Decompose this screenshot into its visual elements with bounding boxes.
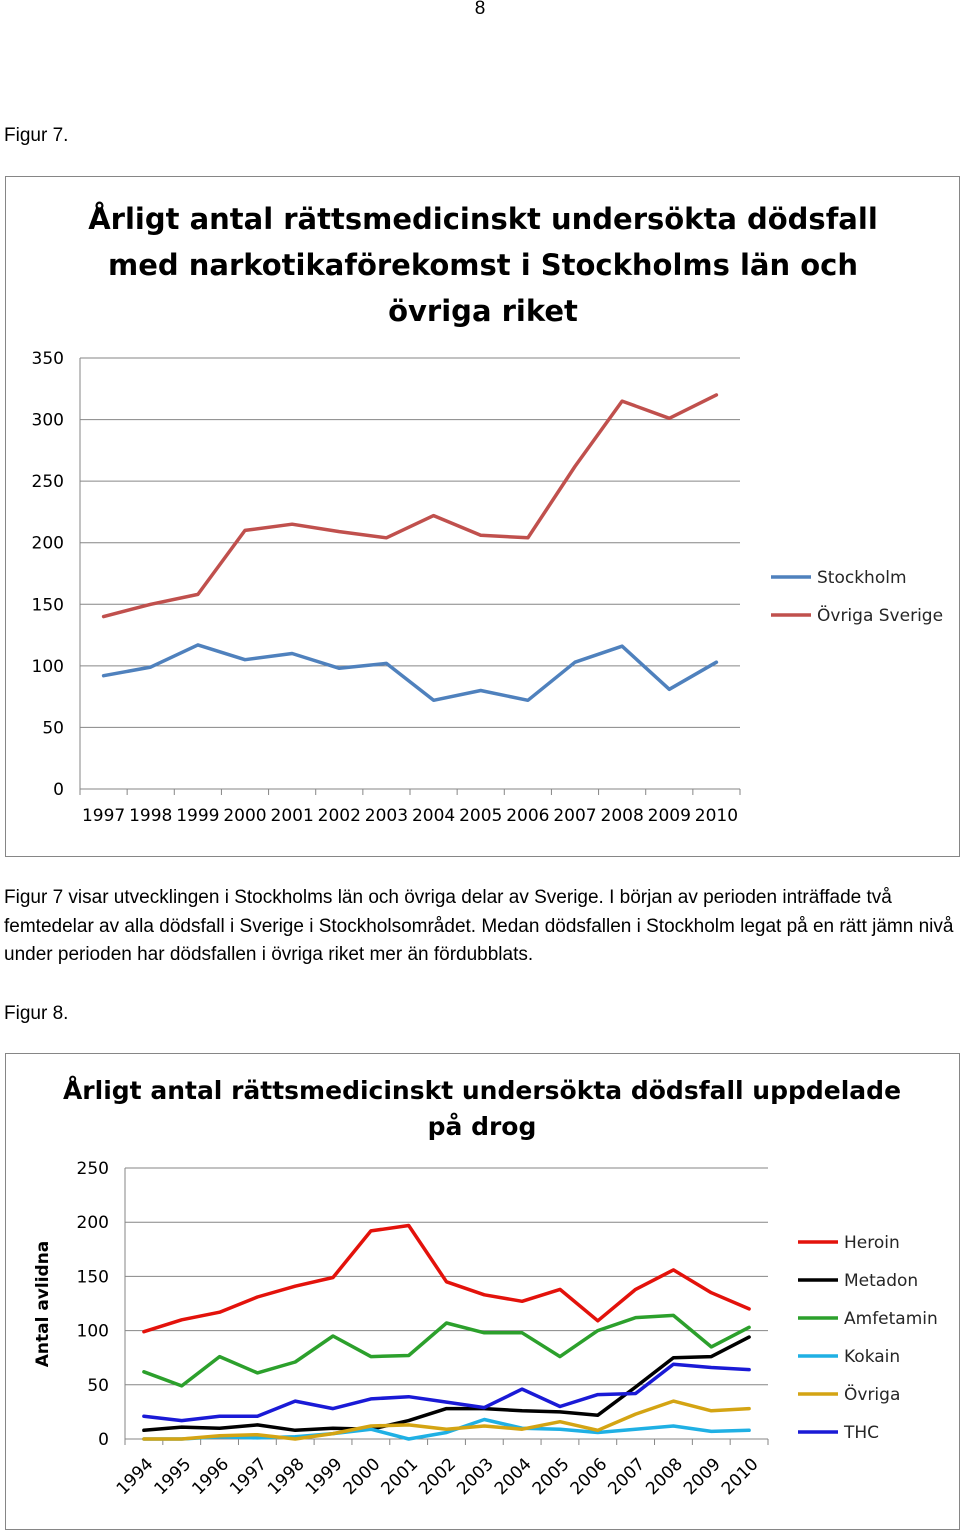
x-tick-label: 2001 [377, 1454, 423, 1500]
y-tick-label: 150 [76, 1267, 109, 1288]
y-axis-label: Antal avlidna [33, 1240, 53, 1368]
x-tick-label: 2008 [600, 806, 644, 826]
y-tick-label: 250 [31, 472, 64, 493]
y-tick-label: 300 [31, 410, 64, 431]
chart-title-line: övriga riket [388, 294, 578, 328]
x-tick-label: 2006 [506, 806, 550, 826]
x-tick-label: 2009 [647, 806, 691, 826]
x-tick-label: 1998 [264, 1454, 309, 1500]
x-tick-label: 2004 [411, 806, 456, 826]
chart-title-line: på drog [427, 1112, 537, 1141]
x-tick-label: 2009 [680, 1454, 725, 1500]
x-tick-label: 1996 [188, 1454, 234, 1500]
series-line-övriga sverige [104, 395, 717, 617]
legend-label: Stockholm [817, 568, 907, 588]
legend-label: THC [844, 1423, 880, 1443]
y-tick-label: 50 [87, 1375, 109, 1396]
y-tick-label: 150 [31, 595, 64, 616]
legend-label: Kokain [844, 1347, 901, 1367]
series-line-stockholm [104, 645, 717, 700]
x-tick-label: 2010 [694, 806, 739, 826]
y-tick-label: 250 [76, 1159, 109, 1179]
x-tick-label: 2007 [553, 806, 597, 826]
x-tick-label: 2007 [604, 1454, 650, 1500]
x-tick-label: 1997 [81, 806, 126, 826]
x-tick-label: 1995 [150, 1454, 196, 1500]
y-tick-label: 100 [76, 1321, 109, 1342]
x-tick-label: 2002 [415, 1454, 461, 1500]
legend-label: Heroin [844, 1233, 900, 1253]
figure-7-chart [5, 176, 960, 857]
x-tick-label: 2000 [223, 806, 267, 826]
y-tick-label: 50 [42, 718, 64, 739]
x-tick-label: 2005 [528, 1454, 574, 1500]
x-tick-label: 2010 [717, 1454, 763, 1500]
figure-8-svg [6, 1054, 960, 1531]
x-tick-label: 1998 [129, 806, 173, 826]
y-tick-label: 350 [31, 349, 64, 369]
legend-label: Övriga Sverige [817, 606, 944, 626]
y-tick-label: 100 [31, 656, 64, 677]
chart-title-line: med narkotikaförekomst i Stockholms län och [107, 248, 859, 282]
figure-8-label: Figur 8. [4, 1003, 69, 1024]
x-tick-label: 2003 [364, 806, 409, 826]
y-tick-label: 0 [53, 780, 64, 800]
chart-title-line: Årligt antal rättsmedicinskt undersökta dödsfall uppdelade [62, 1076, 902, 1105]
figure-7-svg [6, 177, 960, 858]
y-tick-label: 0 [98, 1430, 109, 1450]
x-tick-label: 1994 [112, 1454, 158, 1500]
x-tick-label: 2004 [490, 1454, 536, 1500]
figure-7-label: Figur 7. [4, 125, 69, 146]
series-line-thc [144, 1364, 749, 1420]
legend-label: Metadon [844, 1271, 919, 1291]
x-tick-label: 1999 [176, 806, 220, 826]
chart-title-line: Årligt antal rättsmedicinskt undersökta dödsfall [88, 202, 878, 236]
x-tick-label: 2001 [270, 806, 314, 826]
x-tick-label: 2002 [317, 806, 361, 826]
legend-label: Övriga [844, 1385, 901, 1405]
x-tick-label: 1999 [301, 1454, 347, 1500]
x-tick-label: 2003 [453, 1454, 498, 1500]
x-tick-label: 2006 [566, 1454, 612, 1500]
x-tick-label: 2005 [459, 806, 503, 826]
x-tick-label: 2008 [642, 1454, 687, 1500]
body-paragraph: Figur 7 visar utvecklingen i Stockholms län och övriga delar av Sverige. I början av perioden inträffade två femtedelar av alla dödsfall i Sverige i Stockholsområdet. Medan dödsfallen i Stockholm legat på en rätt jämn nivå under perioden har dödsfallen i övriga riket mer än fördubblats. [4, 887, 954, 965]
y-tick-label: 200 [76, 1213, 109, 1234]
y-tick-label: 200 [31, 533, 64, 554]
page-number: 8 [474, 0, 486, 19]
x-tick-label: 1997 [226, 1454, 271, 1500]
x-tick-label: 2000 [339, 1454, 385, 1500]
figure-8-chart [5, 1053, 960, 1530]
legend-label: Amfetamin [844, 1309, 938, 1329]
